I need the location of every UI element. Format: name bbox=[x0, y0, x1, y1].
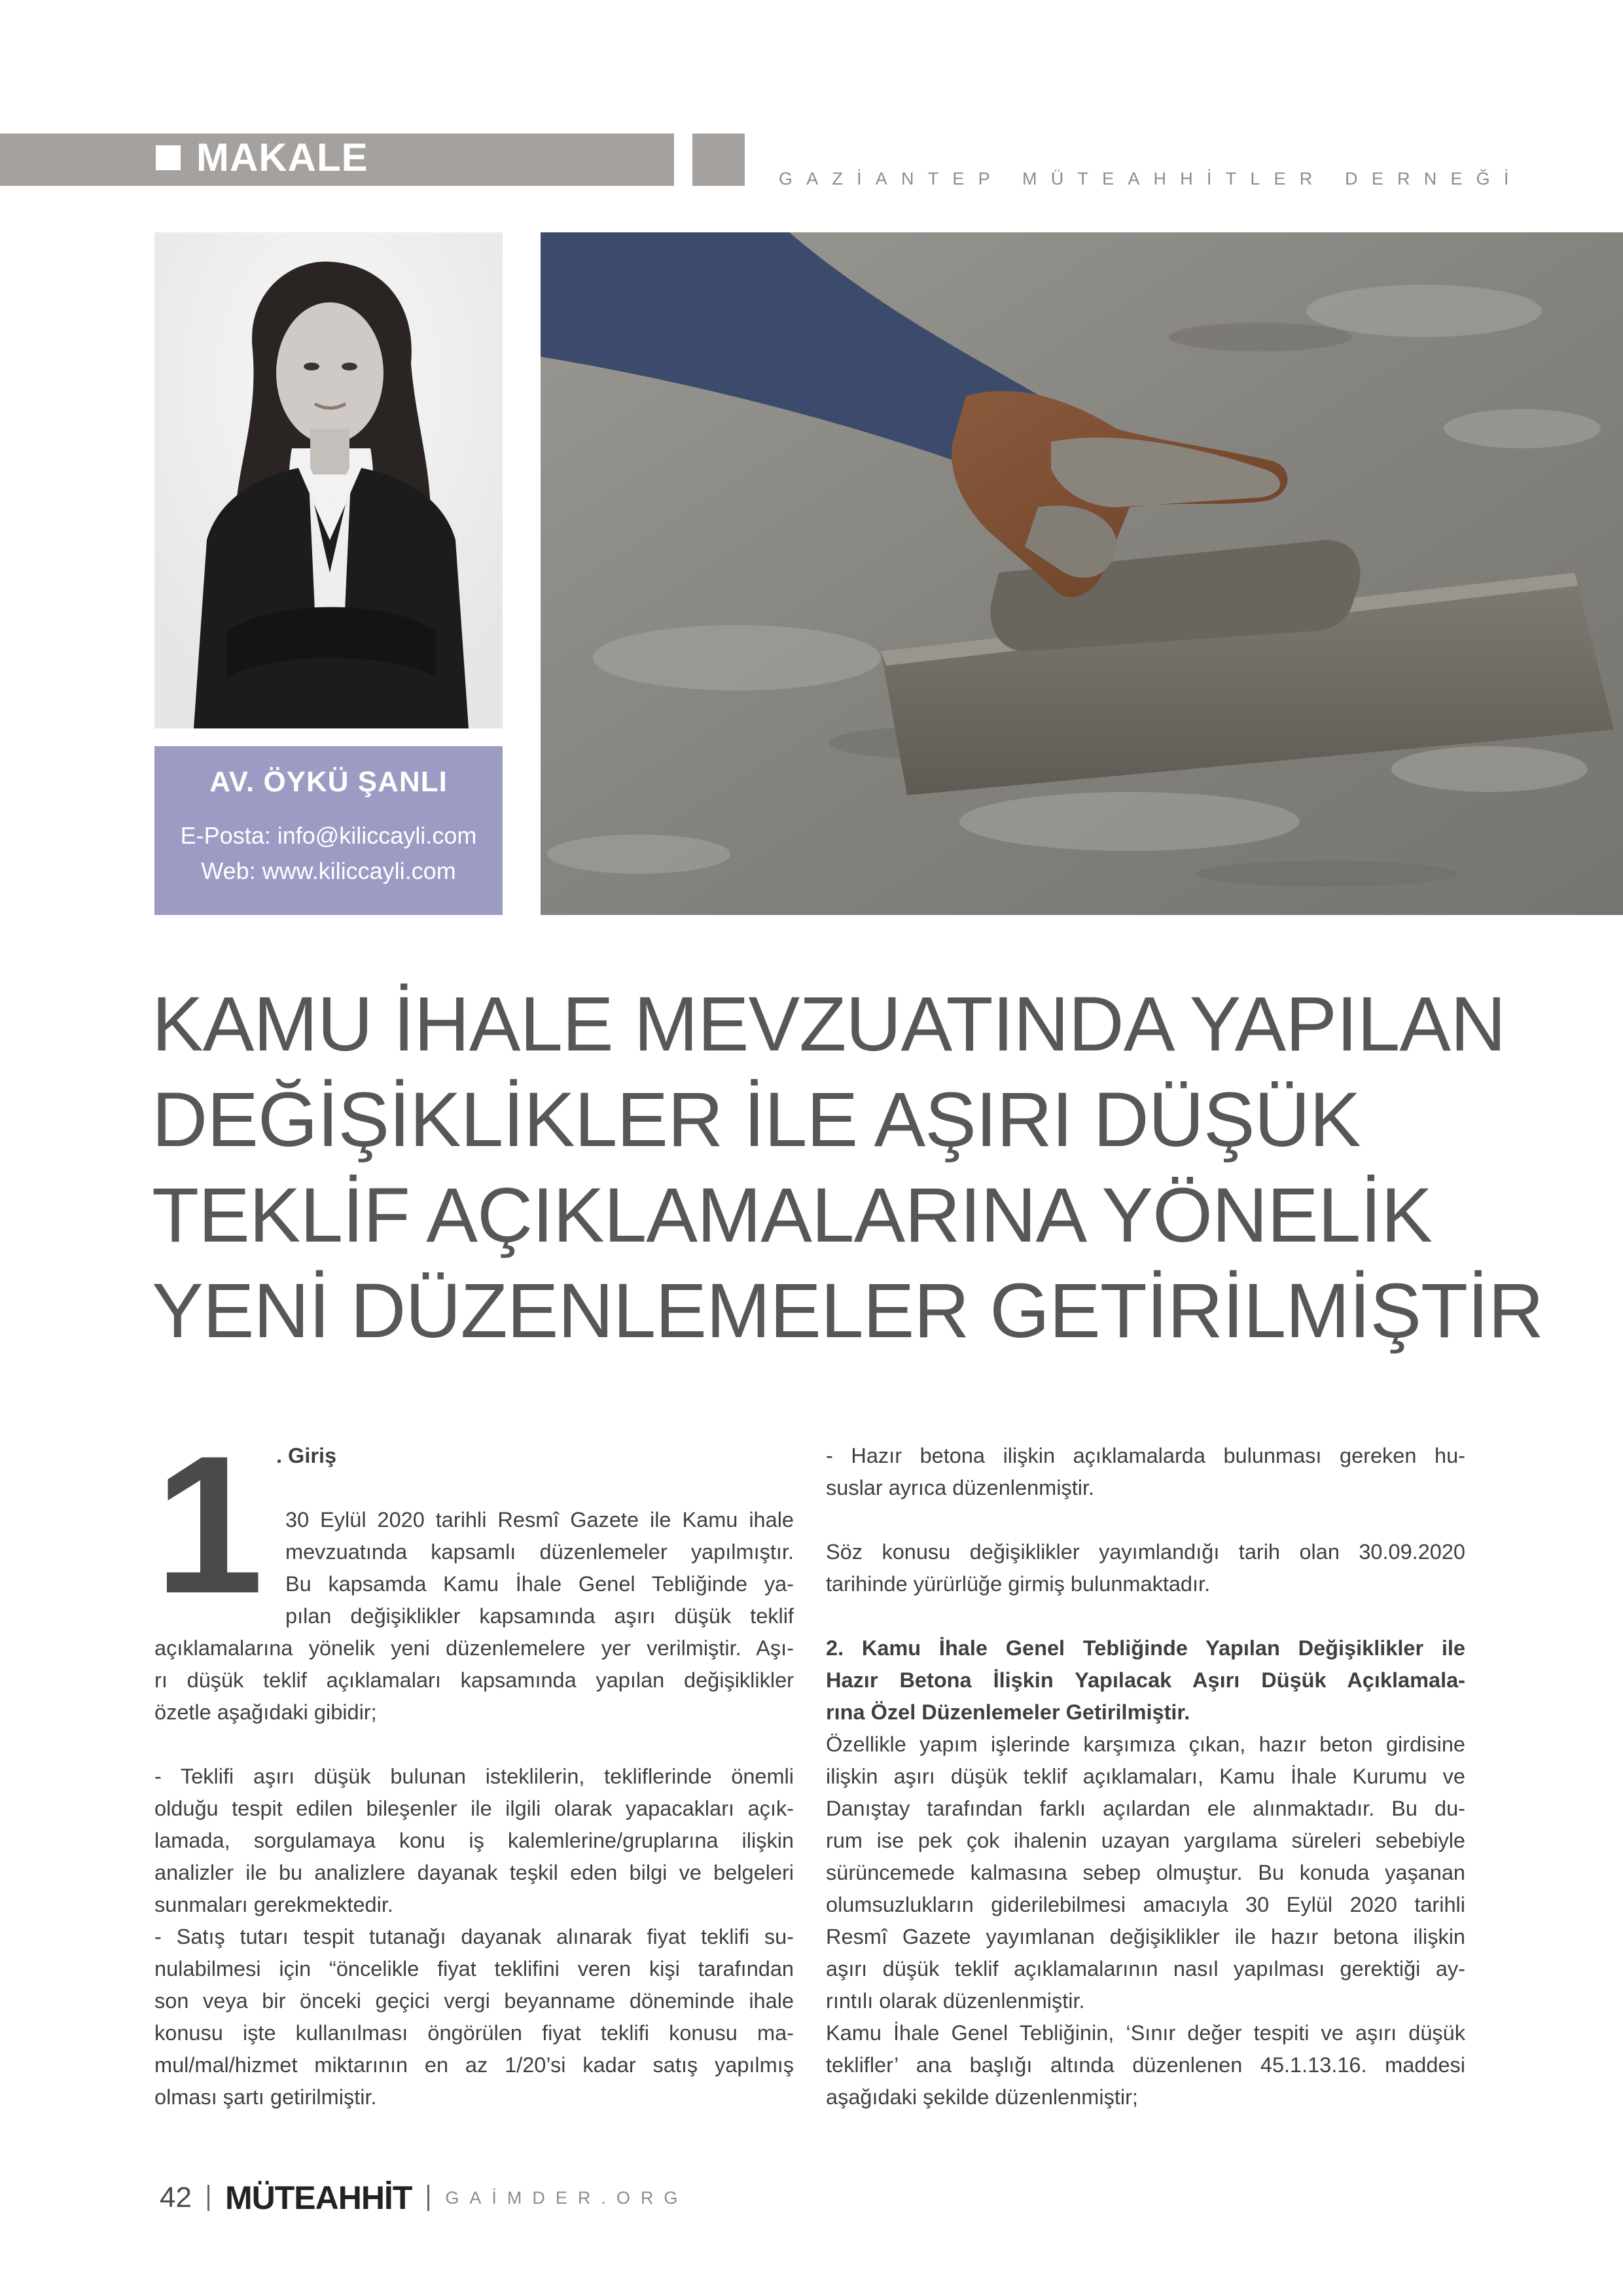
body-line: Kamu İhale Genel Tebliğinin, ‘Sınır değer tespiti ve aşırı düşük bbox=[826, 2021, 1465, 2045]
drop-cap: 1 bbox=[154, 1414, 264, 1634]
body-line: rıntılı olarak düzenlenmiştir. bbox=[826, 1989, 1085, 2013]
body-line: Danıştay tarafından farklı açılardan ele alınmaktadır. Bu du- bbox=[826, 1797, 1465, 1820]
section-label: MAKALE bbox=[196, 135, 368, 179]
body-line: rum ise pek çok ihalenin uzayan yargılama süreleri sebebiyle bbox=[826, 1829, 1465, 1852]
header-accent-block bbox=[692, 134, 745, 186]
body-line: Özellikle yapım işlerinde karşımıza çıkan, hazır beton girdisine bbox=[826, 1732, 1465, 1756]
body-line: olması şartı getirilmiştir. bbox=[154, 2085, 377, 2109]
body-line: mevzuatında kapsamlı düzenlemeler yapılmıştır. bbox=[285, 1540, 794, 1564]
website-address: GAİMDER.ORG bbox=[445, 2187, 688, 2208]
title-line: YENİ DÜZENLEMELER GETİRİLMİŞTİR bbox=[152, 1268, 1544, 1354]
body-line: analizler ile bu analizlere dayanak teşkil eden bilgi ve belgeleri bbox=[154, 1861, 794, 1884]
body-line: pılan değişiklikler kapsamında aşırı düşük teklif bbox=[285, 1604, 794, 1628]
section-heading: rına Özel Düzenlemeler Getirilmiştir. bbox=[826, 1700, 1190, 1724]
body-line: ilişkin aşırı düşük teklif açıklamaları, Kamu İhale Kurumu ve bbox=[826, 1765, 1465, 1788]
body-line: mul/mal/hizmet miktarının en az 1/20’si kadar satış yapılmış bbox=[154, 2053, 794, 2077]
body-line: tarihinde yürürlüğe girmiş bulunmaktadır. bbox=[826, 1572, 1211, 1596]
author-name: AV. ÖYKÜ ŞANLI bbox=[209, 766, 448, 798]
body-line: aşağıdaki şekilde düzenlenmiştir; bbox=[826, 2085, 1138, 2109]
body-line: açıklamalarına yönelik yeni düzenlemelere yer verilmiştir. Aşı- bbox=[154, 1636, 794, 1660]
section-heading: 2. Kamu İhale Genel Tebliğinde Yapılan Değişiklikler ile bbox=[826, 1636, 1465, 1660]
title-line: KAMU İHALE MEVZUATINDA YAPILAN bbox=[152, 981, 1506, 1067]
body-line: olduğu tespit edilen bileşenler ile ilgili olarak yapacakları açık- bbox=[154, 1797, 794, 1820]
body-column-left bbox=[154, 1440, 794, 2113]
body-line: aşırı düşük teklif açıklamalarının nasıl yapılması gerektiği ay- bbox=[826, 1957, 1465, 1981]
body-line: suslar ayrıca düzenlenmiştir. bbox=[826, 1476, 1095, 1499]
body-line: - Hazır betona ilişkin açıklamalarda bulunması gereken hu- bbox=[826, 1444, 1465, 1467]
body-line: Bu kapsamda Kamu İhale Genel Tebliğinde ya- bbox=[285, 1572, 794, 1596]
footer-divider bbox=[427, 2185, 429, 2211]
title-line: TEKLİF AÇIKLAMALARINA YÖNELİK bbox=[152, 1172, 1432, 1259]
article-title bbox=[152, 977, 1605, 1359]
body-line: olumsuzlukların giderilebilmesi amacıyla 30 Eylül 2020 tarihli bbox=[826, 1893, 1465, 1916]
body-line: nulabilmesi için “öncelikle fiyat teklifini veren kişi tarafından bbox=[154, 1957, 794, 1981]
author-email: E-Posta: info@kiliccayli.com bbox=[180, 822, 477, 849]
body-line: - Satış tutarı tespit tutanağı dayanak alınarak fiyat teklifi su- bbox=[154, 1925, 794, 1948]
author-web: Web: www.kiliccayli.com bbox=[201, 857, 456, 884]
body-line: sunmaları gerekmektedir. bbox=[154, 1893, 393, 1916]
title-line: DEĞİŞİKLİKLER İLE AŞIRI DÜŞÜK bbox=[152, 1077, 1361, 1163]
body-line: rı düşük teklif açıklamaları kapsamında yapılan değişiklikler bbox=[154, 1668, 794, 1692]
section-heading: Hazır Betona İlişkin Yapılacak Aşırı Düşük Açıklamala- bbox=[826, 1668, 1465, 1692]
spacer bbox=[826, 1600, 1465, 1632]
body-line: Resmî Gazete yayımlanan değişiklikler ile hazır betona ilişkin bbox=[826, 1925, 1465, 1948]
author-card bbox=[154, 746, 503, 915]
body-line: - Teklifi aşırı düşük bulunan isteklilerin, tekliflerinde önemli bbox=[154, 1765, 794, 1788]
hero-image-concrete-trowel bbox=[541, 232, 1623, 915]
spacer bbox=[154, 1729, 794, 1761]
body-line: özetle aşağıdaki gibidir; bbox=[154, 1700, 377, 1724]
author-portrait bbox=[154, 232, 503, 728]
body-line: teklifler’ ana başlığı altında düzenlenen 45.1.13.16. maddesi bbox=[826, 2053, 1465, 2077]
page-number: 42 bbox=[160, 2181, 192, 2214]
section-square-icon bbox=[156, 145, 181, 170]
body-line: sürüncemede kalmasına sebep olmuştur. Bu konuda yaşanan bbox=[826, 1861, 1465, 1884]
body-line: son veya bir önceki geçici vergi beyanname döneminde ihale bbox=[154, 1989, 794, 2013]
body-line: Söz konusu değişiklikler yayımlandığı tarih olan 30.09.2020 bbox=[826, 1540, 1465, 1564]
section-heading: . Giriş bbox=[276, 1444, 337, 1467]
body-column-right bbox=[826, 1440, 1465, 2113]
magazine-logo: MÜTEAHHİT bbox=[224, 2179, 412, 2216]
association-name: GAZİANTEP MÜTEAHHİTLER DERNEĞİ bbox=[779, 169, 1523, 188]
body-line: lamada, sorgulamaya konu iş kalemlerine/gruplarına ilişkin bbox=[154, 1829, 794, 1852]
spacer bbox=[826, 1504, 1465, 1536]
body-line: 30 Eylül 2020 tarihli Resmî Gazete ile Kamu ihale bbox=[285, 1508, 794, 1532]
spacer bbox=[154, 1472, 794, 1504]
page-footer bbox=[160, 2178, 688, 2217]
body-line: konusu işte kullanılması öngörülen fiyat teklifi konusu ma- bbox=[154, 2021, 794, 2045]
footer-divider bbox=[207, 2185, 209, 2211]
